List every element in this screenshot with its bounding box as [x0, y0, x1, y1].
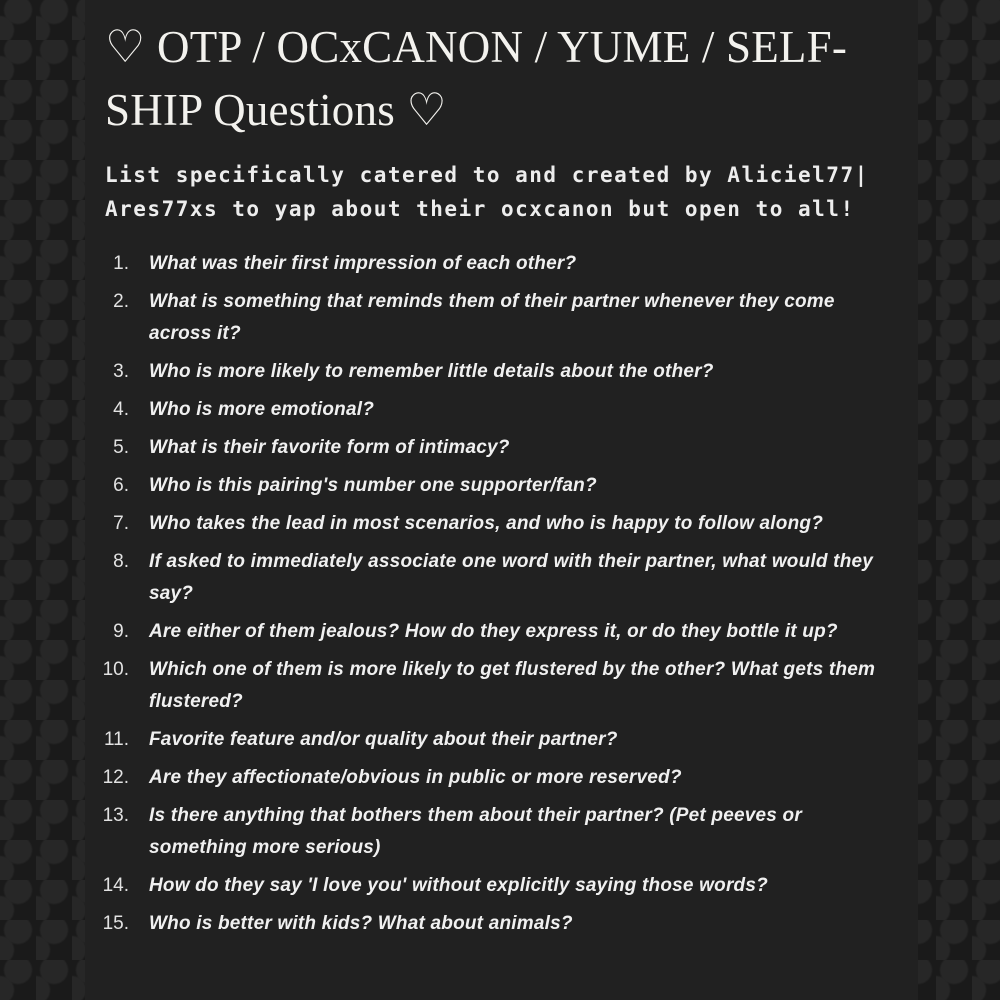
question-number: 8.: [113, 551, 129, 572]
page-title: ♡ OTP / OCxCANON / YUME / SELF-SHIP Questions ♡: [105, 22, 847, 135]
question-text: What is their favorite form of intimacy?: [149, 437, 510, 458]
question-number: 2.: [113, 291, 129, 312]
question-item: [91, 394, 900, 426]
question-number: 11.: [103, 729, 129, 750]
questions-list: [91, 248, 900, 940]
question-number: 4.: [113, 399, 129, 420]
question-item: [91, 870, 900, 902]
question-text: Who takes the lead in most scenarios, and who is happy to follow along?: [149, 513, 824, 534]
question-number: 9.: [113, 621, 129, 642]
question-item: [91, 762, 900, 794]
question-text: Are either of them jealous? How do they express it, or do they bottle it up?: [149, 621, 838, 642]
question-item: [91, 470, 900, 502]
question-text: Who is this pairing's number one supporter/fan?: [149, 475, 597, 496]
question-item: [91, 508, 900, 540]
subtitle-line-2: Ares77xs to yap about their ocxcanon but open to all!: [105, 197, 855, 221]
question-number: 6.: [113, 475, 129, 496]
question-item: [91, 432, 900, 464]
question-item: [91, 546, 900, 610]
question-text: Who is better with kids? What about animals?: [149, 913, 573, 934]
question-number: 3.: [113, 361, 129, 382]
question-number: 7.: [113, 513, 129, 534]
question-text: Who is more likely to remember little details about the other?: [149, 361, 714, 382]
content-panel: [85, 0, 918, 1000]
question-text: What is something that reminds them of their partner whenever they come across it?: [149, 291, 835, 344]
question-number: 10.: [102, 659, 129, 680]
question-text: If asked to immediately associate one word with their partner, what would they say?: [149, 551, 874, 604]
question-item: [91, 286, 900, 350]
question-text: Are they affectionate/obvious in public or more reserved?: [149, 767, 682, 788]
question-item: [91, 616, 900, 648]
question-text: Who is more emotional?: [149, 399, 375, 420]
question-item: [91, 654, 900, 718]
question-text: How do they say 'I love you' without explicitly saying those words?: [149, 875, 768, 896]
question-item: [91, 248, 900, 280]
question-number: 13.: [102, 805, 129, 826]
question-item: [91, 800, 900, 864]
question-text: What was their first impression of each other?: [149, 253, 577, 274]
question-item: [91, 908, 900, 940]
question-text: Favorite feature and/or quality about their partner?: [149, 729, 618, 750]
question-number: 5.: [113, 437, 129, 458]
question-item: [91, 724, 900, 756]
question-number: 1.: [113, 253, 129, 274]
subtitle-line-1: List specifically catered to and created by Aliciel77|: [105, 163, 869, 187]
question-item: [91, 356, 900, 388]
question-number: 15.: [102, 913, 129, 934]
question-text: Which one of them is more likely to get flustered by the other? What gets them flustered?: [149, 659, 876, 712]
question-text: Is there anything that bothers them about their partner? (Pet peeves or something more serious): [149, 805, 802, 858]
question-number: 14.: [102, 875, 129, 896]
question-number: 12.: [102, 767, 129, 788]
subtitle: [105, 158, 900, 226]
